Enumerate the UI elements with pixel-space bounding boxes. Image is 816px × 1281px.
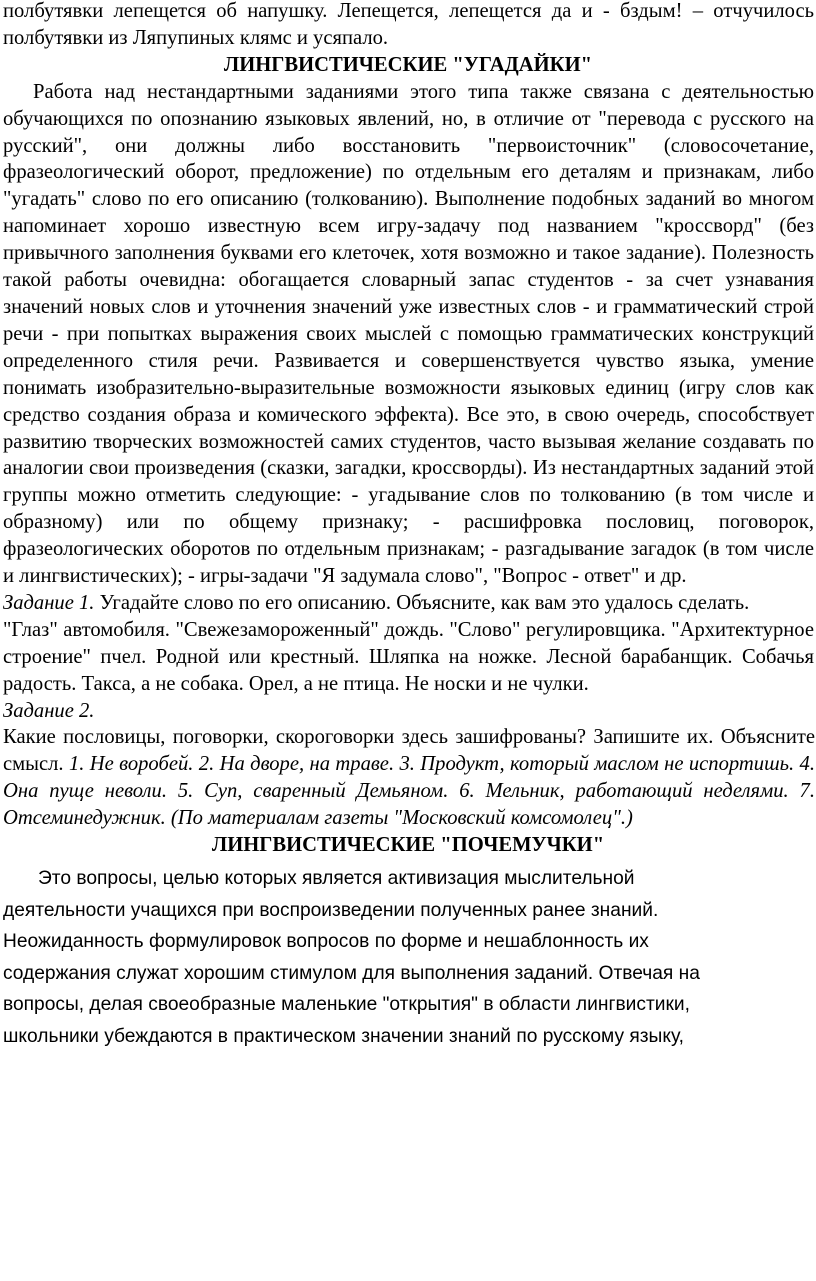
task-1-label: Задание 1.: [3, 591, 95, 614]
task-2-label: Задание 2.: [3, 699, 95, 722]
task-1-items: "Глаз" автомобиля. "Свежезамороженный" дождь. "Слово" регулировщика. "Архитектурное строение" пчел. Родной или крестный. Шляпка на ножке. Лесной барабанщик. Собачья радость. Такса, а не собака. Орел, а не птица. Не носки и не чулки.: [3, 618, 814, 695]
paragraph-pochemuchki-line: деятельности учащихся при воспроизведении полученных ранее знаний.: [3, 899, 659, 921]
heading-ugadayki: ЛИНГВИСТИЧЕСКИЕ "УГАДАЙКИ": [223, 53, 593, 76]
task-2: [0, 724, 816, 832]
paragraph-pochemuchki-line: Это вопросы, целью которых является активизация мыслительной: [38, 868, 635, 889]
task-2-items: 1. Не воробей. 2. На дворе, на траве. 3. Продукт, который маслом не испортишь. 4. Она пуще неволи. 5. Суп, сваренный Демьяном. 6. Мельник, работающий неделями. 7. Отсеминедужник. (По материалам газеты "Московский комсомолец".): [3, 753, 815, 830]
task-1: [0, 590, 816, 617]
task-2-question: Какие пословицы, поговорки, скороговорки здесь зашифрованы? Запишите их. Объясните смысл.: [3, 726, 815, 776]
paragraph-pochemuchki-line: содержания служат хорошим стимулом для выполнения заданий. Отвечая на: [3, 962, 700, 984]
paragraph-pochemuchki-line: школьники убеждаются в практическом значении знаний по русскому языку,: [3, 1025, 684, 1047]
heading-pochemuchki: ЛИНГВИСТИЧЕСКИЕ "ПОЧЕМУЧКИ": [211, 834, 605, 857]
paragraph-pochemuchki: [0, 863, 816, 1052]
paragraph-ugadayki: Работа над нестандартными заданиями этого типа также связана с деятельностью обучающихся по опознанию языковых явлений, но, в отличие от "перевода с русского на русский", они должны либо восстановить "первоисточник" (словосочетание, фразеологический оборот, предложение) по отдельным его деталям и признакам, либо "угадать" слово по его описанию (толкованию). Выполнение подобных заданий во многом напоминает хорошо известную всем игру-задачу под названием "кроссворд" (без привычного заполнения буквами его клеточек, хотя возможно и такое задание). Полезность такой работы очевидна: обогащается словарный запас студентов - за счет узнавания значений новых слов и уточнения значений уже известных слов - и грамматический строй речи - при попытках выражения своих мыслей с помощью грамматических конструкций определенного стиля речи. Развивается и совершенствуется чувство языка, умение понимать изобразительно-выразительные возможности языковых единиц (игру слов как средство создания образа и комического эффекта). Все это, в свою очередь, способствует развитию творческих возможностей самих студентов, часто вызывая желание создавать по аналогии свои произведения (сказки, загадки, кроссворды). Из нестандартных заданий этой группы можно отметить следующие: - угадывание слов по толкованию (в том числе и образному) или по общему признаку; - расшифровка пословиц, поговорок, фразеологических оборотов по отдельным признакам; - разгадывание загадок (в том числе и лингвистических); - игры-задачи "Я задумала слово", "Вопрос - ответ" и др.: [3, 80, 814, 588]
intro-paragraph: полбутявки лепещется об напушку. Лепещется, лепещется да и - бздым! – отчучилось полбутявки из Ляпупиных клямс и усяпало.: [3, 0, 814, 49]
task-1-text: Угадайте слово по его описанию. Объясните, как вам это удалось сделать.: [94, 591, 750, 614]
paragraph-pochemuchki-line: вопросы, делая своеобразные маленькие "открытия" в области лингвистики,: [3, 994, 690, 1015]
paragraph-pochemuchki-line: Неожиданность формулировок вопросов по форме и нешаблонность их: [3, 931, 649, 952]
